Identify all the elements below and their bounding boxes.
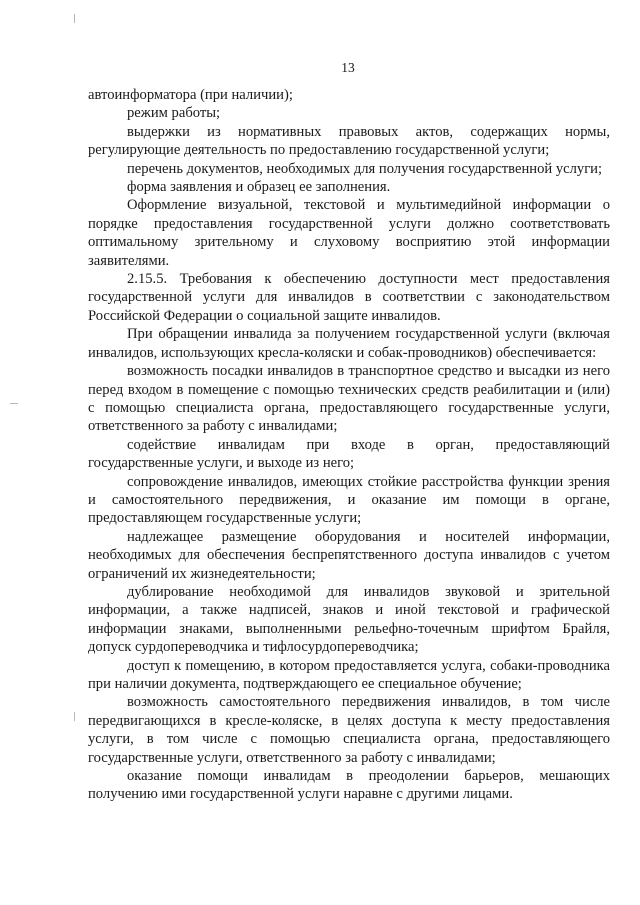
paragraph: сопровождение инвалидов, имеющих стойкие расстройства функции зрения и самостоятельного передвижения, и оказание им помощи в органе, предоставляющем государственные услуги; xyxy=(88,473,610,527)
paragraph: содействие инвалидам при входе в орган, предоставляющий государственные услуги, и выходе из него; xyxy=(88,436,610,472)
page-number: 13 xyxy=(341,60,355,75)
scan-artifact-left-margin xyxy=(10,403,18,404)
paragraph: Оформление визуальной, текстовой и мультимедийной информации о порядке предоставления государственной услуги должно соответствовать оптимальному зрительному и слуховому восприятию этой информации заявителями. xyxy=(88,197,610,269)
paragraph: доступ к помещению, в котором предоставляется услуга, собаки-проводника при наличии документа, подтверждающего ее специальное обучение; xyxy=(88,657,610,692)
scan-artifact-bottom-left xyxy=(74,712,75,721)
paragraph: форма заявления и образец ее заполнения. xyxy=(127,179,391,196)
paragraph: возможность самостоятельного передвижения инвалидов, в том числе передвигающихся в кресле-коляске, в целях доступа к месту предоставления услуги, в том числе с помощью специалиста органа, предоставляющего государственные услуги, ответственного за работу с инвалидами; xyxy=(88,694,610,766)
paragraph: возможность посадки инвалидов в транспортное средство и высадки из него перед входом в помещение с помощью технических средств реабилитации и (или) с помощью специалиста органа, предоставляющего государственные услуги, ответственного за работу с инвалидами; xyxy=(88,363,610,435)
paragraph: режим работы; xyxy=(127,105,221,122)
paragraph: выдержки из нормативных правовых актов, содержащих нормы, регулирующие деятельность по предоставлению государственной услуги; xyxy=(88,123,610,159)
paragraph: надлежащее размещение оборудования и носителей информации, необходимых для обеспечения беспрепятственного доступа инвалидов с учетом ограничений их жизнедеятельности; xyxy=(88,528,610,582)
paragraph: При обращении инвалида за получением государственной услуги (включая инвалидов, использующих кресла-коляски и собак-проводников) обеспечивается: xyxy=(88,326,610,361)
paragraph: дублирование необходимой для инвалидов звуковой и зрительной информации, а также надписей, знаков и иной текстовой и графической информации знаками, выполненными рельефно-точечным шрифтом Брайля, допуск сурдопереводчика и тифлосурдопереводчика; xyxy=(88,583,610,656)
paragraph: оказание помощи инвалидам в преодолении барьеров, мешающих получению ими государственной услуги наравне с другими лицами. xyxy=(88,768,610,803)
document-body xyxy=(88,86,610,804)
paragraph: 2.15.5. Требования к обеспечению доступности мест предоставления государственной услуги для инвалидов в соответствии с законодательством Российской Федерации о социальной защите инвалидов. xyxy=(88,271,610,324)
paragraph: перечень документов, необходимых для получения государственной услуги; xyxy=(127,160,603,177)
paragraph: автоинформатора (при наличии); xyxy=(88,87,293,103)
scan-artifact-top-left xyxy=(74,14,75,23)
